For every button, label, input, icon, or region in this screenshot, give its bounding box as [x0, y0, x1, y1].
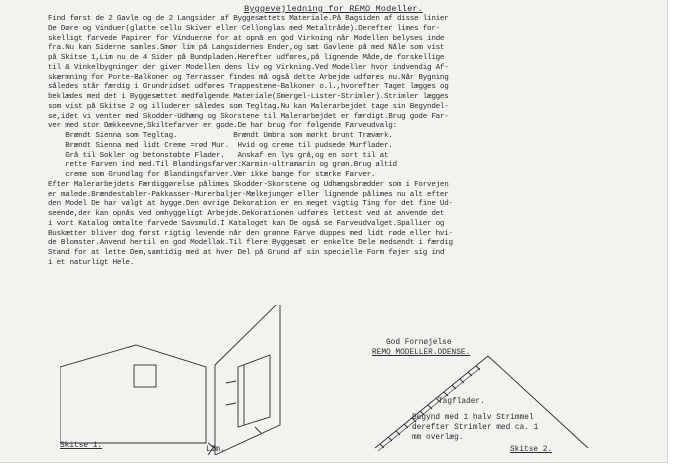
instruction-line: creme som Grundlag for Blandingsfarver.Vær ikke bange for stærke Farver. — [48, 171, 376, 179]
instruction-line: fra.Nu kan Siderne samles.Smør lim på Langsidernes Ender,og sæt Gavlene på med Nåle som vist — [48, 44, 445, 53]
instruction-line: som vist på Skitse 2 og illuderer således som Tegltag.Nu kan Malerarbejdet tage sin Begyndel- — [48, 102, 449, 111]
sketch-2-roof-right — [488, 356, 588, 448]
instruction-line: rette Farven ind med.Til Blandingsfarver:Karmin-ultramarin og grøn.Brug altid — [48, 161, 397, 170]
sketch-2-note-line-3: mm overlæg. — [412, 434, 464, 442]
instruction-line: den Model De har valgt at bygge.Den øvrige Dekoration er en meget vigtig Ting for det fine Ud- — [48, 200, 453, 209]
instruction-line: Brændt Sienna med lidt Creme =rød Mur. Hvid og creme til pudsede Murflader. — [48, 141, 393, 150]
instruction-line: i vort Katalog omtalte farvede Savsmuld.I Kataloget kan De også se Farveudvalget.Spallier og — [48, 219, 445, 228]
instruction-line: ver med stor Dækkeevne,Skiltefarver er gode.De har brug for følgende Farveudvalg: — [48, 122, 397, 131]
document-title: Byggevejledning for REMO Modeller. — [244, 4, 423, 14]
signature-greeting: God Fornøjelse — [386, 339, 452, 347]
sketch-2-note-line-1: Begynd med 1 halv Strimmel — [412, 414, 534, 422]
instruction-line: Buskætter bliver dog først rigtig levende når den grønne Farve duppes med lidt røde eller hvi- — [48, 229, 453, 238]
instruction-line: skærmning for Porte-Balkoner og Terrasser findes må også dette Arbejde udføres nu.Når Bygning — [48, 73, 449, 82]
instruction-line: seende,der kan opnås ved omhyggeligt Arbejde.Dekorationen udføres lettest ved at anvende det — [48, 210, 445, 218]
instruction-text — [48, 15, 648, 269]
instruction-line: således står færdig i Grundridset udføres Trappestene-Balkoner o.l.,hvorefter Taget lægges og — [48, 83, 449, 92]
instruction-line: skelligt farvede Papirer for Vinduerne for at opnå en god Virkning når Modellen belyses inde — [48, 34, 445, 43]
sketch-1-left-wall — [60, 345, 206, 443]
sketch-1-window — [134, 365, 156, 387]
sketch-1-door — [238, 355, 270, 427]
instruction-line: er malede.Brændestabler-Pakkasser-Murerbaljer-Mælkejunger eller lignende pålimes nu alt efter — [48, 190, 449, 199]
instruction-line: Efter Malerarbejdets Færdiggørelse pålimes Skodder-Skorstene og Udhængsbrædder som i Forvejen — [48, 180, 449, 189]
instruction-line: De Døre og Vinduer(glatte cellu Skiver eller Cellonglas med Metaltråde).Derefter limes for- — [48, 24, 440, 33]
instruction-line: Find først de 2 Gavle og de 2 Langsider af Byggesættets Materiale.På Bagsiden af disse linier — [48, 15, 449, 23]
instruction-line: Brændt Sienna som Tegltag. Brændt Umbra som mørkt brunt Træværk. — [48, 132, 393, 140]
instruction-line: på Skitse 1,Lim nu de 4 Sider på Bundpladen.Herefter udføres,på lignende Måde,de forskellige — [48, 54, 445, 62]
instruction-line: de Blomster.Anvend hertil en god Modellak.Til flere Byggesæt er enkelte Dele medsendt i færdig — [48, 239, 453, 248]
sketch-1-label: Skitse 1. — [60, 442, 103, 450]
sketch-2-note-line-2: derefter Strimler med ca. 1 — [412, 424, 539, 432]
sketch-1-lim-label: Lim. — [206, 446, 225, 454]
instruction-line: se,idet vi venter med Skodder-Udhæng og Skorstene til Malerarbejdet er færdigt.Brug gode Far- — [48, 112, 449, 121]
sketch-2-roof-label: Tagflader. — [438, 398, 485, 406]
instruction-line: beklædes med det i Byggesættet medfølgende Materiale(Smergel-Lister-Strimler).Strimler lægges — [48, 93, 449, 101]
instruction-line: Grå til Sokler og betonstøbte Flader. Anskaf en lys grå,og en sort til at — [48, 151, 389, 160]
sketch-2-drawing — [370, 352, 600, 462]
sketch-1-drawing — [60, 305, 390, 455]
sketch-2-label: Skitse 2. — [510, 446, 553, 454]
instruction-line: til & Vinkelbygninger der giver Modellen dens liv og Virkning.Ved Modeller hvor indvendig Af- — [48, 63, 449, 72]
instruction-line: Stand for at lette Dem,samtidig med at hver Del på Grund af sin specielle Form føjer sig ind — [48, 249, 445, 257]
signature-company: REMO MODELLER.ODENSE. — [372, 349, 471, 357]
instruction-line: i et naturligt Hele. — [48, 258, 135, 267]
